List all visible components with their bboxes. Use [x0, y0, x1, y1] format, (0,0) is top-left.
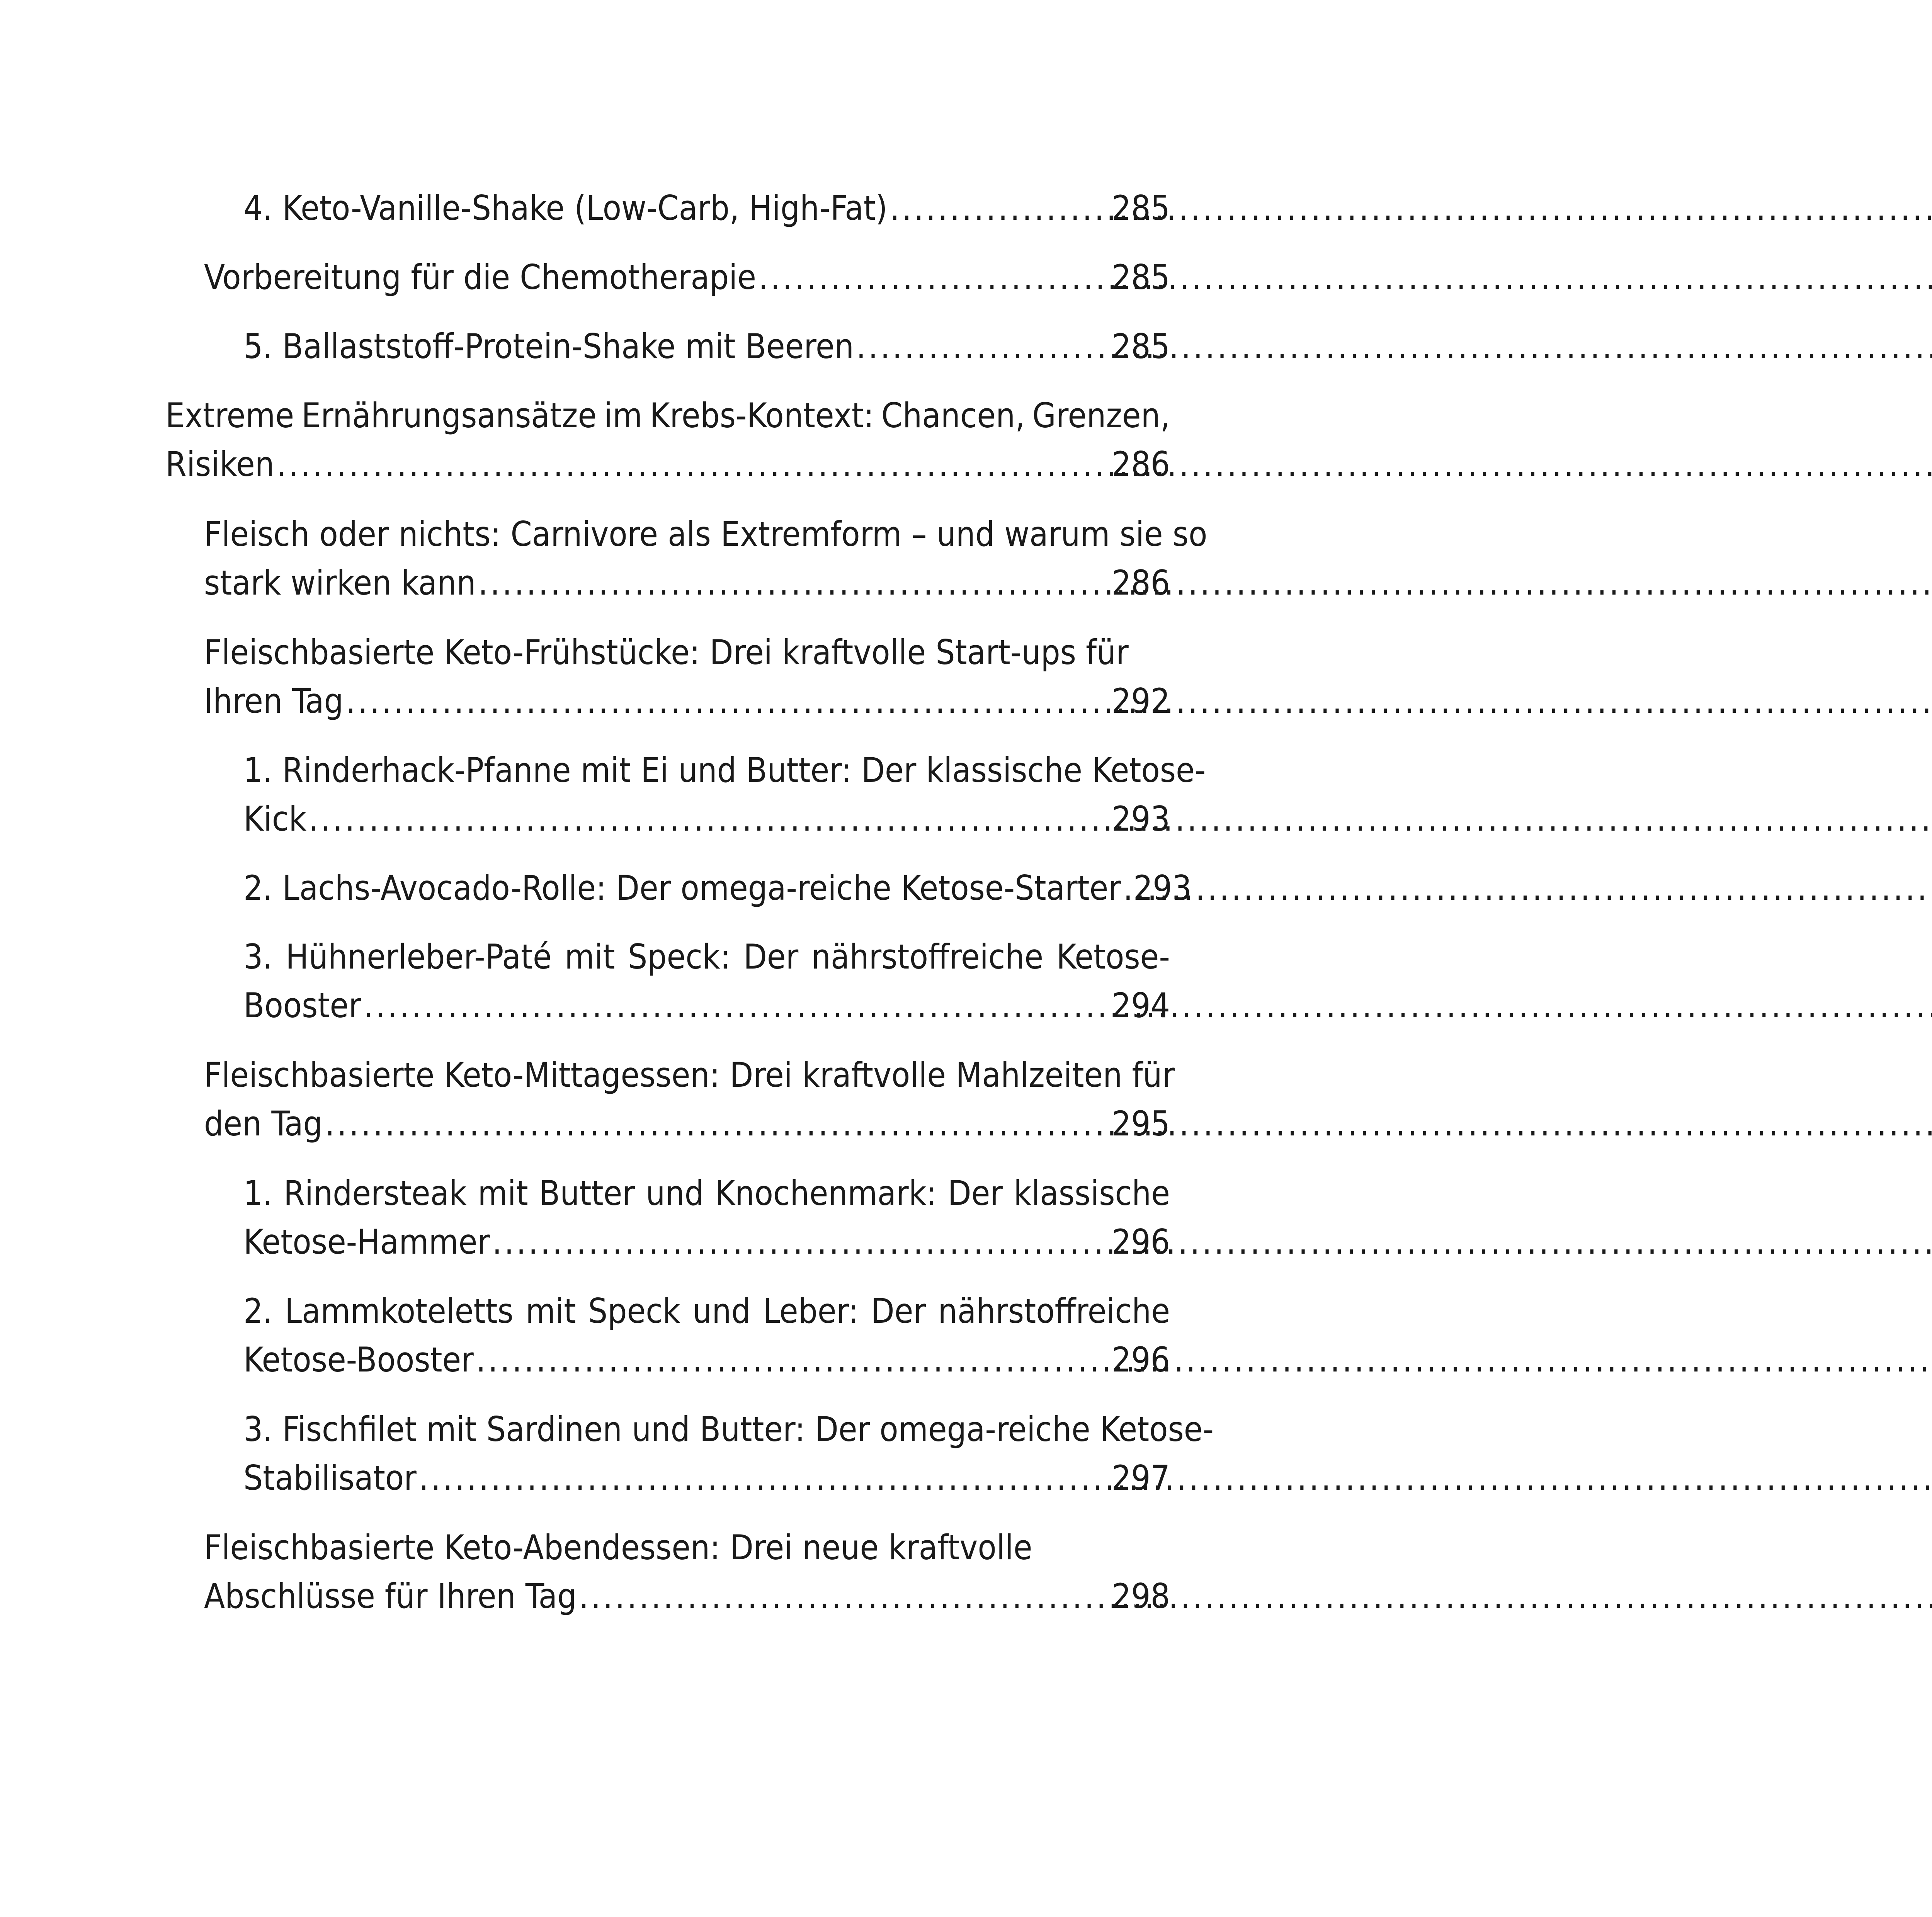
toc-word: Speck: — [628, 937, 731, 977]
toc-entry[interactable] — [243, 864, 1192, 913]
toc-word: Speck — [588, 1291, 680, 1331]
toc-dot-leader — [346, 677, 1109, 726]
toc-word: Chancen, — [881, 396, 1025, 435]
toc-page-number: 298 — [1111, 1576, 1170, 1616]
toc-entry-title-continued: Kick — [243, 799, 307, 839]
toc-page-number: 293 — [1111, 799, 1170, 839]
toc-entry-title-continued: den Tag — [204, 1104, 323, 1144]
toc-entry[interactable] — [204, 1051, 1175, 1148]
toc-line — [204, 559, 1170, 607]
toc-line — [165, 391, 1170, 440]
toc-line — [204, 510, 1208, 559]
toc-entry[interactable] — [243, 322, 1170, 371]
toc-entry-title: 2. Lachs-Avocado-Rolle: Der omega-reiche Ketose-Starter — [243, 868, 1121, 908]
toc-word: Ernährungsansätze — [301, 396, 597, 435]
toc-line — [243, 933, 1170, 981]
toc-entry-title-continued: Abschlüsse für Ihren Tag — [204, 1576, 577, 1616]
toc-word: mit — [526, 1291, 576, 1331]
toc-line — [243, 864, 1192, 913]
toc-line — [204, 628, 1170, 677]
toc-word: Der — [743, 937, 799, 977]
toc-entry-title-continued: stark wirken kann — [204, 563, 476, 603]
toc-word: Ketose- — [1056, 937, 1170, 977]
toc-word: 2. — [243, 1291, 273, 1331]
toc-entry-title: Fleischbasierte Keto-Mittagessen: Drei kraftvolle Mahlzeiten für — [204, 1055, 1175, 1095]
toc-page-number: 296 — [1111, 1222, 1170, 1262]
toc-word: Krebs-Kontext: — [650, 396, 874, 435]
toc-page-number: 293 — [1133, 868, 1192, 908]
toc-page-number: 294 — [1111, 986, 1170, 1025]
toc-word: Extreme — [165, 396, 294, 435]
toc-word: Knochenmark: — [715, 1173, 937, 1213]
toc-entry[interactable] — [243, 1405, 1214, 1502]
toc-entry-title-continued: Booster — [243, 986, 361, 1025]
toc-line — [243, 1287, 1170, 1336]
toc-entry-title-continued: Ketose-Hammer — [243, 1222, 490, 1262]
toc-dot-leader — [364, 981, 1109, 1030]
toc-line — [204, 677, 1170, 726]
toc-word: Butter — [539, 1173, 635, 1213]
toc-entry[interactable] — [243, 746, 1206, 843]
toc-entry-title: Fleisch oder nichts: Carnivore als Extremform – und warum sie so — [204, 514, 1208, 554]
toc-entry-title: Vorbereitung für die Chemotherapie — [204, 257, 756, 297]
toc-word: Hühnerleber-Paté — [286, 937, 552, 977]
toc-dot-leader — [277, 440, 1109, 489]
toc-page-number: 297 — [1111, 1458, 1170, 1498]
toc-line — [243, 1218, 1170, 1266]
toc-entry-title: Fleischbasierte Keto-Abendessen: Drei neue kraftvolle — [204, 1528, 1032, 1567]
toc-dot-leader — [476, 1336, 1109, 1384]
toc-entry-title: 3. Fischfilet mit Sardinen und Butter: Der omega-reiche Ketose- — [243, 1409, 1214, 1449]
toc-page-number: 296 — [1111, 1340, 1170, 1380]
toc-word: klassische — [1014, 1173, 1170, 1213]
toc-line — [243, 1169, 1170, 1218]
toc-entry-title-continued: Stabilisator — [243, 1458, 417, 1498]
toc-line — [204, 1100, 1170, 1148]
toc-entry[interactable] — [243, 933, 1170, 1030]
toc-line — [204, 1572, 1170, 1621]
toc-entry-title-continued: Ihren Tag — [204, 681, 344, 721]
toc-entry-title: 5. Ballaststoff-Protein-Shake mit Beeren — [243, 326, 854, 366]
toc-line — [204, 1051, 1175, 1100]
toc-entry[interactable] — [204, 253, 1170, 302]
toc-page-number: 292 — [1111, 681, 1170, 721]
toc-word: Der — [947, 1173, 1003, 1213]
toc-word: mit — [478, 1173, 528, 1213]
toc-entry[interactable] — [204, 510, 1208, 607]
toc-line — [243, 1405, 1214, 1454]
toc-word: Rindersteak — [283, 1173, 467, 1213]
toc-word: im — [604, 396, 643, 435]
toc-dot-leader — [419, 1454, 1109, 1502]
toc-entry[interactable] — [204, 1523, 1170, 1621]
toc-line — [243, 1336, 1170, 1384]
toc-page-number: 286 — [1111, 444, 1170, 484]
toc-line — [243, 184, 1170, 233]
toc-word: Grenzen, — [1032, 396, 1170, 435]
toc-page-number: 295 — [1111, 1104, 1170, 1144]
toc-entry-title-continued: Risiken — [165, 444, 274, 484]
toc-dot-leader — [492, 1218, 1109, 1266]
toc-word: Der — [871, 1291, 926, 1331]
toc-line — [243, 1454, 1170, 1502]
toc-entry-title: 1. Rinderhack-Pfanne mit Ei und Butter: Der klassische Ketose- — [243, 750, 1206, 790]
toc-page-number: 286 — [1111, 563, 1170, 603]
toc-line — [204, 253, 1170, 302]
toc-word: nährstoffreiche — [811, 937, 1044, 977]
toc-word: nährstoffreiche — [938, 1291, 1170, 1331]
toc-word: 3. — [243, 937, 273, 977]
toc-line — [243, 746, 1206, 795]
toc-word: und — [692, 1291, 751, 1331]
toc-dot-leader — [759, 253, 1109, 302]
toc-entry[interactable] — [165, 391, 1170, 489]
toc-entry[interactable] — [243, 1287, 1170, 1384]
toc-page-number: 285 — [1111, 257, 1170, 297]
toc-entry-title: 4. Keto-Vanille-Shake (Low-Carb, High-Fat) — [243, 188, 888, 228]
toc-dot-leader — [478, 559, 1109, 607]
toc-word: und — [646, 1173, 704, 1213]
toc-entry[interactable] — [204, 628, 1170, 726]
toc-dot-leader — [325, 1100, 1109, 1148]
toc-line — [165, 440, 1170, 489]
toc-dot-leader — [579, 1572, 1109, 1621]
toc-line — [204, 1523, 1170, 1572]
toc-dot-leader — [890, 184, 1109, 233]
toc-dot-leader — [309, 795, 1109, 843]
toc-page-number: 285 — [1111, 188, 1170, 228]
toc-entry[interactable] — [243, 1169, 1170, 1266]
toc-line — [243, 795, 1170, 843]
toc-word: mit — [565, 937, 615, 977]
toc-word: Leber: — [763, 1291, 859, 1331]
toc-word: Lammkoteletts — [285, 1291, 514, 1331]
toc-entry[interactable] — [243, 184, 1170, 233]
toc-line — [243, 322, 1170, 371]
toc-entry-title: Fleischbasierte Keto-Frühstücke: Drei kraftvolle Start-ups für — [204, 632, 1129, 672]
toc-page-number: 285 — [1111, 326, 1170, 366]
toc-entry-title-continued: Ketose-Booster — [243, 1340, 474, 1380]
toc-line — [243, 981, 1170, 1030]
toc-dot-leader — [1123, 864, 1131, 913]
toc-dot-leader — [856, 322, 1109, 371]
toc-word: 1. — [243, 1173, 273, 1213]
